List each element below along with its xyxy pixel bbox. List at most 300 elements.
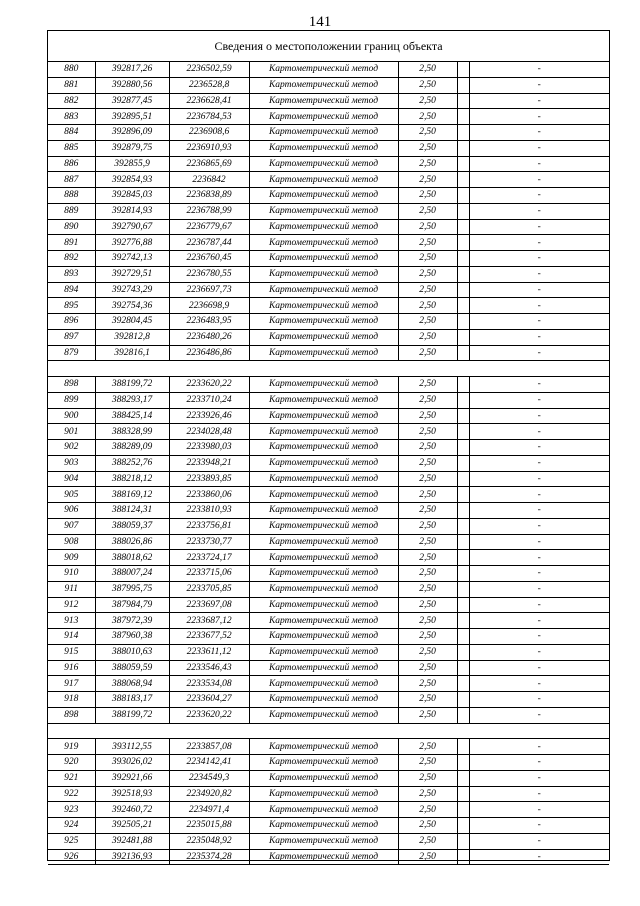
blank-cell — [457, 802, 469, 818]
method-cell: Картометрический метод — [249, 455, 398, 471]
x-coordinate-cell: 392742,13 — [95, 251, 169, 267]
description-cell: - — [469, 408, 609, 424]
method-cell: Картометрический метод — [249, 770, 398, 786]
precision-cell: 2,50 — [398, 487, 457, 503]
table-row — [48, 518, 609, 534]
point-number-cell: 890 — [48, 219, 95, 235]
x-coordinate-cell: 392776,88 — [95, 235, 169, 251]
y-coordinate-cell: 2236788,99 — [169, 203, 249, 219]
x-coordinate-cell: 388293,17 — [95, 392, 169, 408]
method-cell: Картометрический метод — [249, 392, 398, 408]
precision-cell: 2,50 — [398, 581, 457, 597]
y-coordinate-cell: 2236697,73 — [169, 282, 249, 298]
table-row — [48, 77, 609, 93]
description-cell: - — [469, 109, 609, 125]
table-row — [48, 707, 609, 723]
description-cell: - — [469, 471, 609, 487]
y-coordinate-cell: 2236698,9 — [169, 298, 249, 314]
point-number-cell: 898 — [48, 707, 95, 723]
x-coordinate-cell: 393026,02 — [95, 755, 169, 771]
method-cell: Картометрический метод — [249, 581, 398, 597]
y-coordinate-cell: 2233697,08 — [169, 597, 249, 613]
y-coordinate-cell: 2236780,55 — [169, 266, 249, 282]
y-coordinate-cell: 2236779,67 — [169, 219, 249, 235]
table-row — [48, 125, 609, 141]
blank-cell — [457, 739, 469, 755]
description-cell: - — [469, 62, 609, 77]
table-row — [48, 314, 609, 330]
x-coordinate-cell: 388199,72 — [95, 377, 169, 393]
x-coordinate-cell: 388425,14 — [95, 408, 169, 424]
table-row — [48, 424, 609, 440]
method-cell: Картометрический метод — [249, 298, 398, 314]
point-number-cell: 896 — [48, 314, 95, 330]
table-row — [48, 676, 609, 692]
description-cell: - — [469, 440, 609, 456]
method-cell: Картометрический метод — [249, 676, 398, 692]
table-row — [48, 62, 609, 77]
x-coordinate-cell: 392804,45 — [95, 314, 169, 330]
y-coordinate-cell: 2236483,95 — [169, 314, 249, 330]
blank-cell — [457, 345, 469, 361]
blank-cell — [457, 676, 469, 692]
table-row — [48, 140, 609, 156]
x-coordinate-cell: 388183,17 — [95, 692, 169, 708]
blank-cell — [457, 203, 469, 219]
precision-cell: 2,50 — [398, 345, 457, 361]
method-cell: Картометрический метод — [249, 739, 398, 755]
method-cell: Картометрический метод — [249, 440, 398, 456]
table-row — [48, 266, 609, 282]
precision-cell: 2,50 — [398, 203, 457, 219]
y-coordinate-cell: 2236628,41 — [169, 93, 249, 109]
y-coordinate-cell: 2233534,08 — [169, 676, 249, 692]
table-row — [48, 440, 609, 456]
table-row — [48, 329, 609, 345]
precision-cell: 2,50 — [398, 770, 457, 786]
point-number-cell: 907 — [48, 518, 95, 534]
blank-cell — [457, 629, 469, 645]
description-cell: - — [469, 77, 609, 93]
blank-cell — [457, 172, 469, 188]
precision-cell: 2,50 — [398, 613, 457, 629]
method-cell: Картометрический метод — [249, 377, 398, 393]
blank-cell — [457, 550, 469, 566]
blank-cell — [457, 644, 469, 660]
point-number-cell: 917 — [48, 676, 95, 692]
point-number-cell: 879 — [48, 345, 95, 361]
precision-cell: 2,50 — [398, 597, 457, 613]
blank-cell — [457, 818, 469, 834]
description-cell: - — [469, 503, 609, 519]
x-coordinate-cell: 388059,59 — [95, 660, 169, 676]
y-coordinate-cell: 2234028,48 — [169, 424, 249, 440]
coordinates-table — [48, 62, 609, 865]
blank-cell — [457, 266, 469, 282]
precision-cell: 2,50 — [398, 534, 457, 550]
block-separator-row — [48, 723, 609, 739]
precision-cell: 2,50 — [398, 629, 457, 645]
method-cell: Картометрический метод — [249, 613, 398, 629]
y-coordinate-cell: 2236908,6 — [169, 125, 249, 141]
blank-cell — [457, 518, 469, 534]
y-coordinate-cell: 2233730,77 — [169, 534, 249, 550]
table-row — [48, 660, 609, 676]
x-coordinate-cell: 392877,45 — [95, 93, 169, 109]
y-coordinate-cell: 2233705,85 — [169, 581, 249, 597]
description-cell: - — [469, 156, 609, 172]
x-coordinate-cell: 392729,51 — [95, 266, 169, 282]
x-coordinate-cell: 392895,51 — [95, 109, 169, 125]
point-number-cell: 923 — [48, 802, 95, 818]
x-coordinate-cell: 392845,03 — [95, 188, 169, 204]
x-coordinate-cell: 388218,12 — [95, 471, 169, 487]
blank-cell — [457, 298, 469, 314]
description-cell: - — [469, 424, 609, 440]
table-row — [48, 644, 609, 660]
table-row — [48, 455, 609, 471]
x-coordinate-cell: 392880,56 — [95, 77, 169, 93]
precision-cell: 2,50 — [398, 692, 457, 708]
y-coordinate-cell: 2233893,85 — [169, 471, 249, 487]
table-row — [48, 566, 609, 582]
blank-cell — [457, 849, 469, 865]
method-cell: Картометрический метод — [249, 408, 398, 424]
blank-cell — [457, 235, 469, 251]
y-coordinate-cell: 2233860,06 — [169, 487, 249, 503]
y-coordinate-cell: 2236480,26 — [169, 329, 249, 345]
point-number-cell: 884 — [48, 125, 95, 141]
blank-cell — [457, 188, 469, 204]
method-cell: Картометрический метод — [249, 62, 398, 77]
table-row — [48, 487, 609, 503]
method-cell: Картометрический метод — [249, 266, 398, 282]
point-number-cell: 920 — [48, 755, 95, 771]
x-coordinate-cell: 388068,94 — [95, 676, 169, 692]
description-cell: - — [469, 755, 609, 771]
point-number-cell: 889 — [48, 203, 95, 219]
blank-cell — [457, 77, 469, 93]
precision-cell: 2,50 — [398, 408, 457, 424]
precision-cell: 2,50 — [398, 471, 457, 487]
table-row — [48, 471, 609, 487]
description-cell: - — [469, 660, 609, 676]
point-number-cell: 925 — [48, 833, 95, 849]
description-cell: - — [469, 707, 609, 723]
method-cell: Картометрический метод — [249, 282, 398, 298]
blank-cell — [457, 770, 469, 786]
precision-cell: 2,50 — [398, 93, 457, 109]
method-cell: Картометрический метод — [249, 629, 398, 645]
description-cell: - — [469, 298, 609, 314]
table-row — [48, 581, 609, 597]
description-cell: - — [469, 329, 609, 345]
x-coordinate-cell: 388289,09 — [95, 440, 169, 456]
point-number-cell: 922 — [48, 786, 95, 802]
separator-cell — [48, 361, 609, 377]
precision-cell: 2,50 — [398, 802, 457, 818]
x-coordinate-cell: 388026,86 — [95, 534, 169, 550]
precision-cell: 2,50 — [398, 833, 457, 849]
table-row — [48, 786, 609, 802]
y-coordinate-cell: 2234920,82 — [169, 786, 249, 802]
precision-cell: 2,50 — [398, 235, 457, 251]
table-row — [48, 597, 609, 613]
blank-cell — [457, 455, 469, 471]
method-cell: Картометрический метод — [249, 833, 398, 849]
method-cell: Картометрический метод — [249, 109, 398, 125]
method-cell: Картометрический метод — [249, 93, 398, 109]
point-number-cell: 882 — [48, 93, 95, 109]
method-cell: Картометрический метод — [249, 172, 398, 188]
precision-cell: 2,50 — [398, 550, 457, 566]
method-cell: Картометрический метод — [249, 660, 398, 676]
table-row — [48, 802, 609, 818]
table-row — [48, 172, 609, 188]
precision-cell: 2,50 — [398, 156, 457, 172]
table-row — [48, 692, 609, 708]
point-number-cell: 926 — [48, 849, 95, 865]
precision-cell: 2,50 — [398, 739, 457, 755]
blank-cell — [457, 597, 469, 613]
block-separator-row — [48, 361, 609, 377]
description-cell: - — [469, 518, 609, 534]
x-coordinate-cell: 392518,93 — [95, 786, 169, 802]
method-cell: Картометрический метод — [249, 345, 398, 361]
table-heading: Сведения о местоположении границ объекта — [48, 31, 609, 62]
method-cell: Картометрический метод — [249, 77, 398, 93]
point-number-cell: 900 — [48, 408, 95, 424]
y-coordinate-cell: 2233611,12 — [169, 644, 249, 660]
blank-cell — [457, 93, 469, 109]
point-number-cell: 916 — [48, 660, 95, 676]
page-number: 141 — [308, 14, 332, 30]
x-coordinate-cell: 392854,93 — [95, 172, 169, 188]
x-coordinate-cell: 392460,72 — [95, 802, 169, 818]
precision-cell: 2,50 — [398, 566, 457, 582]
method-cell: Картометрический метод — [249, 140, 398, 156]
precision-cell: 2,50 — [398, 125, 457, 141]
precision-cell: 2,50 — [398, 660, 457, 676]
description-cell: - — [469, 188, 609, 204]
blank-cell — [457, 786, 469, 802]
description-cell: - — [469, 770, 609, 786]
point-number-cell: 887 — [48, 172, 95, 188]
method-cell: Картометрический метод — [249, 424, 398, 440]
precision-cell: 2,50 — [398, 219, 457, 235]
y-coordinate-cell: 2236528,8 — [169, 77, 249, 93]
blank-cell — [457, 534, 469, 550]
table-row — [48, 235, 609, 251]
blank-cell — [457, 156, 469, 172]
precision-cell: 2,50 — [398, 62, 457, 77]
blank-cell — [457, 503, 469, 519]
y-coordinate-cell: 2233715,06 — [169, 566, 249, 582]
description-cell: - — [469, 93, 609, 109]
precision-cell: 2,50 — [398, 849, 457, 865]
y-coordinate-cell: 2236784,53 — [169, 109, 249, 125]
description-cell: - — [469, 266, 609, 282]
method-cell: Картометрический метод — [249, 755, 398, 771]
y-coordinate-cell: 2233604,27 — [169, 692, 249, 708]
blank-cell — [457, 692, 469, 708]
y-coordinate-cell: 2235374,28 — [169, 849, 249, 865]
point-number-cell: 901 — [48, 424, 95, 440]
point-number-cell: 893 — [48, 266, 95, 282]
description-cell: - — [469, 392, 609, 408]
blank-cell — [457, 660, 469, 676]
table-row — [48, 739, 609, 755]
x-coordinate-cell: 392812,8 — [95, 329, 169, 345]
precision-cell: 2,50 — [398, 140, 457, 156]
coordinates-table-body — [48, 62, 609, 865]
y-coordinate-cell: 2234549,3 — [169, 770, 249, 786]
description-cell: - — [469, 676, 609, 692]
description-cell: - — [469, 802, 609, 818]
point-number-cell: 910 — [48, 566, 95, 582]
precision-cell: 2,50 — [398, 377, 457, 393]
y-coordinate-cell: 2236842 — [169, 172, 249, 188]
point-number-cell: 915 — [48, 644, 95, 660]
x-coordinate-cell: 392921,66 — [95, 770, 169, 786]
precision-cell: 2,50 — [398, 172, 457, 188]
description-cell: - — [469, 581, 609, 597]
precision-cell: 2,50 — [398, 282, 457, 298]
precision-cell: 2,50 — [398, 392, 457, 408]
table-row — [48, 629, 609, 645]
table-row — [48, 550, 609, 566]
blank-cell — [457, 707, 469, 723]
method-cell: Картометрический метод — [249, 566, 398, 582]
description-cell: - — [469, 849, 609, 865]
precision-cell: 2,50 — [398, 676, 457, 692]
description-cell: - — [469, 219, 609, 235]
blank-cell — [457, 440, 469, 456]
point-number-cell: 897 — [48, 329, 95, 345]
description-cell: - — [469, 345, 609, 361]
table-row — [48, 188, 609, 204]
method-cell: Картометрический метод — [249, 329, 398, 345]
description-cell: - — [469, 833, 609, 849]
point-number-cell: 892 — [48, 251, 95, 267]
description-cell: - — [469, 629, 609, 645]
table-row — [48, 503, 609, 519]
blank-cell — [457, 566, 469, 582]
precision-cell: 2,50 — [398, 188, 457, 204]
blank-cell — [457, 140, 469, 156]
point-number-cell: 914 — [48, 629, 95, 645]
blank-cell — [457, 125, 469, 141]
point-number-cell: 913 — [48, 613, 95, 629]
table-row — [48, 298, 609, 314]
precision-cell: 2,50 — [398, 755, 457, 771]
description-cell: - — [469, 644, 609, 660]
blank-cell — [457, 613, 469, 629]
y-coordinate-cell: 2234142,41 — [169, 755, 249, 771]
method-cell: Картометрический метод — [249, 849, 398, 865]
point-number-cell: 886 — [48, 156, 95, 172]
table-row — [48, 251, 609, 267]
x-coordinate-cell: 388199,72 — [95, 707, 169, 723]
description-cell: - — [469, 613, 609, 629]
y-coordinate-cell: 2235015,88 — [169, 818, 249, 834]
blank-cell — [457, 424, 469, 440]
description-cell: - — [469, 140, 609, 156]
x-coordinate-cell: 392896,09 — [95, 125, 169, 141]
method-cell: Картометрический метод — [249, 692, 398, 708]
blank-cell — [457, 471, 469, 487]
x-coordinate-cell: 392790,67 — [95, 219, 169, 235]
table-row — [48, 392, 609, 408]
precision-cell: 2,50 — [398, 707, 457, 723]
method-cell: Картометрический метод — [249, 314, 398, 330]
x-coordinate-cell: 392505,21 — [95, 818, 169, 834]
method-cell: Картометрический метод — [249, 550, 398, 566]
point-number-cell: 883 — [48, 109, 95, 125]
blank-cell — [457, 377, 469, 393]
precision-cell: 2,50 — [398, 424, 457, 440]
method-cell: Картометрический метод — [249, 125, 398, 141]
precision-cell: 2,50 — [398, 266, 457, 282]
x-coordinate-cell: 392855,9 — [95, 156, 169, 172]
y-coordinate-cell: 2236838,89 — [169, 188, 249, 204]
method-cell: Картометрический метод — [249, 471, 398, 487]
point-number-cell: 888 — [48, 188, 95, 204]
method-cell: Картометрический метод — [249, 156, 398, 172]
table-row — [48, 770, 609, 786]
x-coordinate-cell: 387972,39 — [95, 613, 169, 629]
x-coordinate-cell: 392816,1 — [95, 345, 169, 361]
y-coordinate-cell: 2233857,08 — [169, 739, 249, 755]
table-row — [48, 109, 609, 125]
table-row — [48, 613, 609, 629]
table-row — [48, 534, 609, 550]
blank-cell — [457, 408, 469, 424]
blank-cell — [457, 755, 469, 771]
description-cell: - — [469, 172, 609, 188]
y-coordinate-cell: 2236502,59 — [169, 62, 249, 77]
x-coordinate-cell: 393112,55 — [95, 739, 169, 755]
x-coordinate-cell: 388328,99 — [95, 424, 169, 440]
x-coordinate-cell: 388124,31 — [95, 503, 169, 519]
point-number-cell: 909 — [48, 550, 95, 566]
y-coordinate-cell: 2233677,52 — [169, 629, 249, 645]
x-coordinate-cell: 392754,36 — [95, 298, 169, 314]
point-number-cell: 898 — [48, 377, 95, 393]
point-number-cell: 885 — [48, 140, 95, 156]
method-cell: Картометрический метод — [249, 503, 398, 519]
y-coordinate-cell: 2233926,46 — [169, 408, 249, 424]
table-row — [48, 377, 609, 393]
precision-cell: 2,50 — [398, 298, 457, 314]
blank-cell — [457, 62, 469, 77]
x-coordinate-cell: 388252,76 — [95, 455, 169, 471]
point-number-cell: 895 — [48, 298, 95, 314]
x-coordinate-cell: 388059,37 — [95, 518, 169, 534]
table-row — [48, 345, 609, 361]
table-row — [48, 156, 609, 172]
table-row — [48, 849, 609, 865]
x-coordinate-cell: 387984,79 — [95, 597, 169, 613]
precision-cell: 2,50 — [398, 503, 457, 519]
precision-cell: 2,50 — [398, 455, 457, 471]
description-cell: - — [469, 597, 609, 613]
precision-cell: 2,50 — [398, 251, 457, 267]
description-cell: - — [469, 455, 609, 471]
x-coordinate-cell: 392879,75 — [95, 140, 169, 156]
description-cell: - — [469, 235, 609, 251]
description-cell: - — [469, 314, 609, 330]
